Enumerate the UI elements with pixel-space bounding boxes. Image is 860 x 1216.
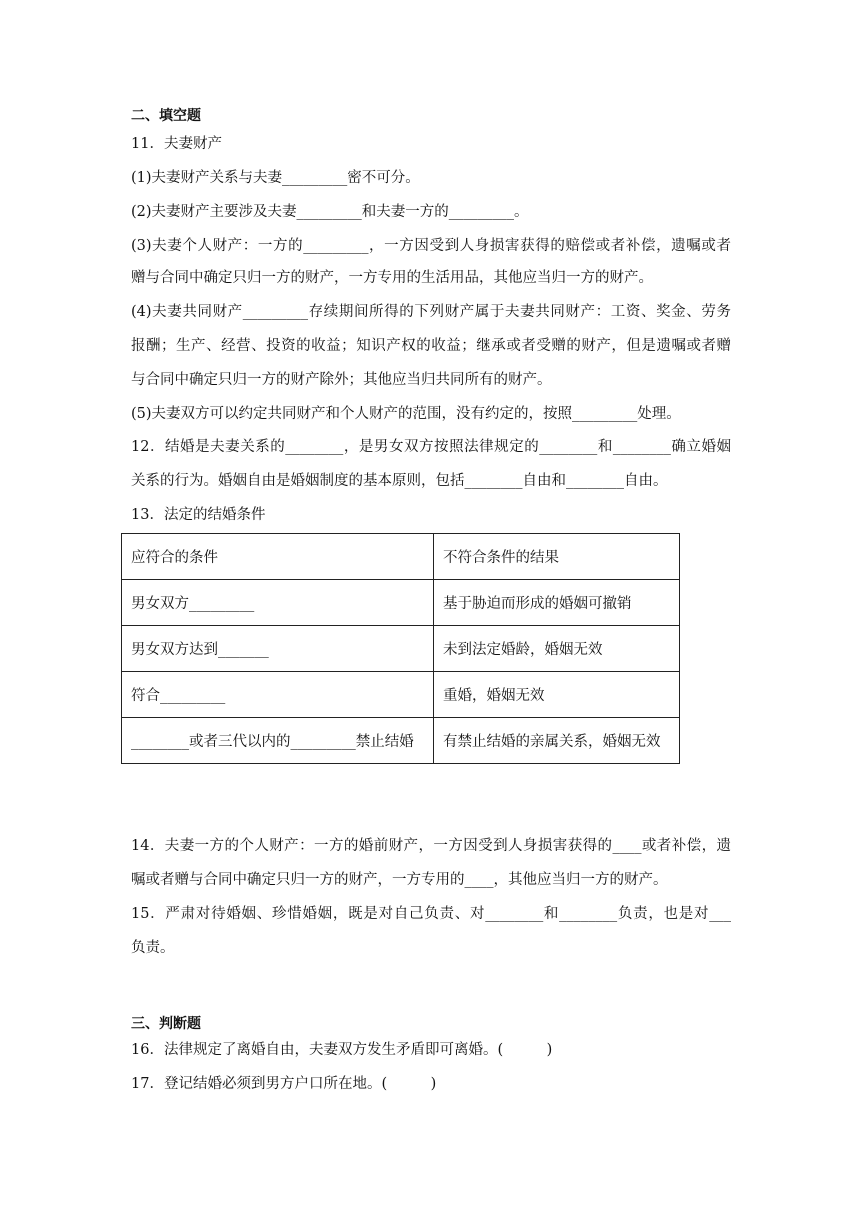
table-row (122, 672, 680, 718)
table-cell-result: 重婚，婚姻无效 (434, 672, 680, 718)
question-11-item-4-line-2: 报酬；生产、经营、投资的收益；知识产权的收益；继承或者受赠的财产，但是遗嘱或者赠 (131, 338, 731, 354)
table-cell-result: 未到法定婚龄，婚姻无效 (434, 626, 680, 672)
question-14-line-2: 嘱或者赠与合同中确定只归一方的财产，一方专用的____，其他应当归一方的财产。 (131, 872, 668, 888)
question-11-item-3-line-1: (3)夫妻个人财产：一方的_________，一方因受到人身损害获得的赔偿或者补偿，遗嘱或者 (131, 238, 731, 254)
question-13-title: 13．法定的结婚条件 (131, 507, 266, 523)
question-11-item-1: (1)夫妻财产关系与夫妻_________密不可分。 (131, 170, 420, 186)
marriage-conditions-table (121, 533, 680, 764)
question-12-line-1: 12．结婚是夫妻关系的________，是男女双方按照法律规定的________和________确立婚姻 (131, 439, 731, 455)
table-cell-result: 有禁止结婚的亲属关系，婚姻无效 (434, 718, 680, 764)
section-heading-fill-blank: 二、填空题 (131, 108, 201, 124)
question-11-item-4-line-1: (4)夫妻共同财产_________存续期间所得的下列财产属于夫妻共同财产：工资、奖金、劳务 (131, 304, 731, 320)
table-row (122, 580, 680, 626)
question-17: 17．登记结婚必须到男方户口所在地。( ) (131, 1076, 437, 1092)
question-14-line-1: 14．夫妻一方的个人财产：一方的婚前财产，一方因受到人身损害获得的____或者补偿，遗 (131, 838, 731, 854)
section-heading-judge: 三、判断题 (131, 1016, 201, 1032)
question-11-title: 11．夫妻财产 (131, 136, 222, 152)
table-row (122, 626, 680, 672)
table-cell-condition: 符合_________ (122, 672, 434, 718)
table-row (122, 718, 680, 764)
question-16: 16．法律规定了离婚自由，夫妻双方发生矛盾即可离婚。( ) (131, 1042, 553, 1058)
question-11-item-4-line-3: 与合同中确定只归一方的财产除外；其他应当归共同所有的财产。 (131, 372, 552, 388)
table-cell-condition: 男女双方_________ (122, 580, 434, 626)
table-header-row (122, 534, 680, 580)
question-15-line-1: 15．严肃对待婚姻、珍惜婚姻，既是对自己负责、对________和________负责，也是对___ (131, 906, 731, 922)
table-header-cell: 应符合的条件 (122, 534, 434, 580)
question-12-line-2: 关系的行为。婚姻自由是婚姻制度的基本原则，包括________自由和________自由。 (131, 473, 668, 489)
table-cell-result: 基于胁迫而形成的婚姻可撤销 (434, 580, 680, 626)
question-11-item-3-line-2: 赠与合同中确定只归一方的财产，一方专用的生活用品，其他应当归一方的财产。 (131, 270, 653, 286)
table-cell-condition: 男女双方达到_______ (122, 626, 434, 672)
question-15-line-2: 负责。 (131, 940, 175, 956)
table-header-cell: 不符合条件的结果 (434, 534, 680, 580)
question-11-item-5: (5)夫妻双方可以约定共同财产和个人财产的范围，没有约定的，按照_________处理。 (131, 406, 681, 422)
question-11-item-2: (2)夫妻财产主要涉及夫妻_________和夫妻一方的_________。 (131, 204, 529, 220)
table-cell-condition: ________或者三代以内的_________禁止结婚 (122, 718, 434, 764)
